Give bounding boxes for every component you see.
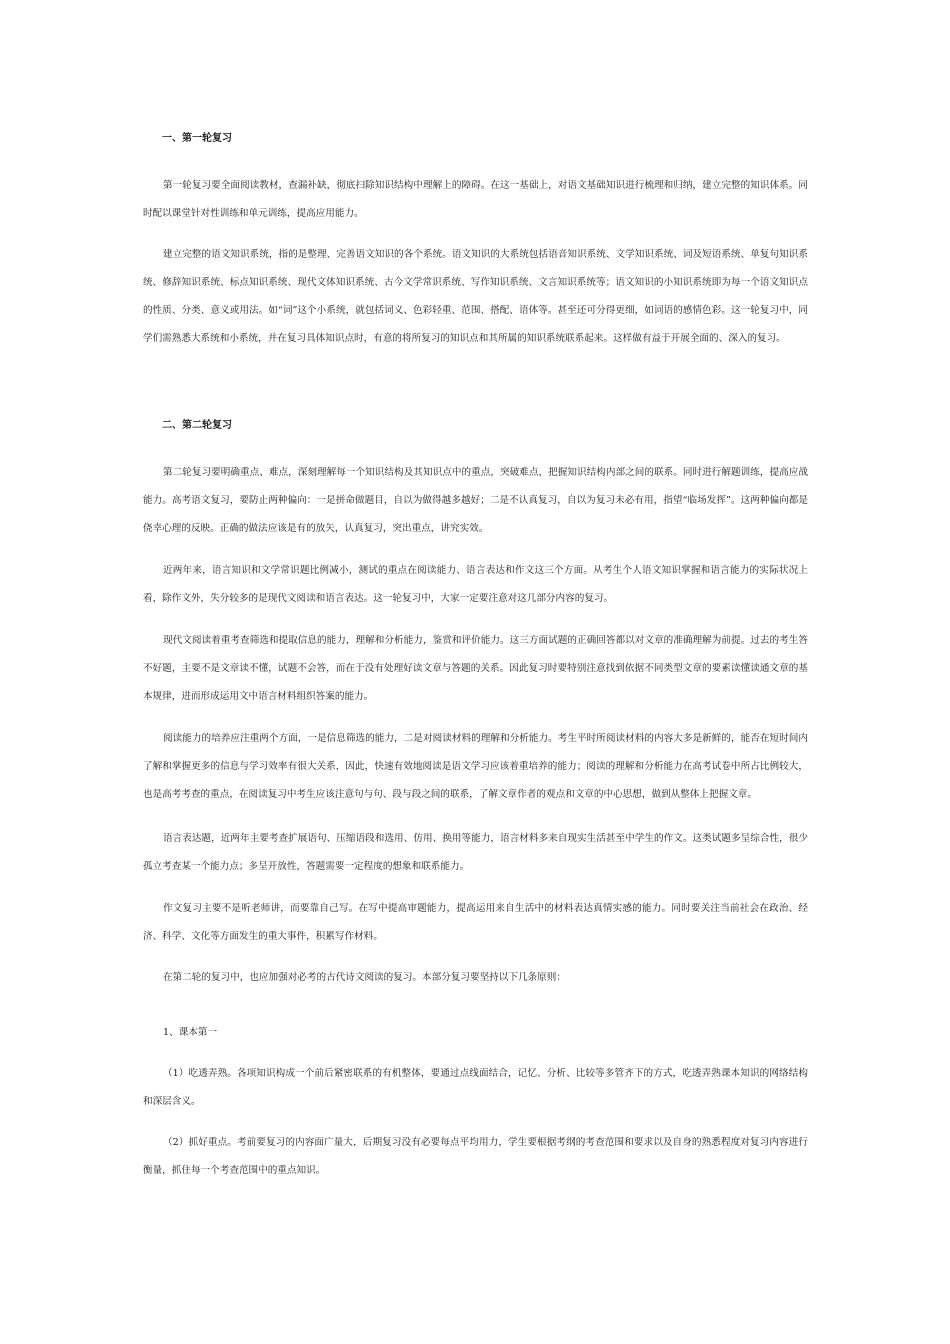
section-2-paragraph-7: 在第二轮的复习中，也应加强对必考的古代诗文阅读的复习。本部分复习要坚持以下几条原则： [163, 972, 566, 983]
section-2-paragraph-1: 第二轮复习要明确重点、难点，深刻理解每一个知识结构及其知识点中的重点，突破难点，把握知识结构内部之间的联系。同时进行解题训练，提高应战能力。高考语文复习，要防止两种偏向：一是拼命做题目，自以为做得越多越好；二是不认真复习，自以为复习未必有用，指望“临场发挥”。这两种偏向都是侥幸心理的反映。正确的做法应该是有的放矢，认真复习，突出重点，讲究实效。 [143, 467, 808, 534]
section-1-heading: 一、第一轮复习 [162, 133, 232, 144]
section-1-paragraph-1: 第一轮复习要全面阅读教材，查漏补缺，彻底扫除知识结构中理解上的障碍。在这一基础上，对语文基础知识进行梳理和归纳，建立完整的知识体系。同时配以课堂针对性训练和单元训练，提高应用能力。 [143, 180, 808, 219]
section-2-paragraph-2: 近两年来，语言知识和文学常识题比例减小，测试的重点在阅读能力、语言表达和作文这三个方面。从考生个人语文知识掌握和语言能力的实际状况上看，除作文外，失分较多的是现代文阅读和语言表达。这一轮复习中，大家一定要注意对这几部分内容的复习。 [143, 565, 808, 604]
section-2-point-2: （2）抓好重点。考前要复习的内容面广量大，后期复习没有必要每点平均用力，学生要根据考纲的考查范围和要求以及自身的熟悉程度对复习内容进行衡量，抓住每一个考查范围中的重点知识。 [143, 1137, 808, 1176]
section-2-paragraph-3: 现代文阅读着重考查筛选和提取信息的能力，理解和分析能力，鉴赏和评价能力。这三方面试题的正确回答都以对文章的准确理解为前提。过去的考生答不好题，主要不是文章读不懂，试题不会答，而在于没有处理好读文章与答题的关系。因此复习时要特别注意找到依据不同类型文章的要素读懂读通文章的基本规律，进而形成运用文中语言材料组织答案的能力。 [143, 635, 808, 702]
section-2-subheading-textbook-first: 1、课本第一 [163, 1027, 218, 1038]
section-2-paragraph-5: 语言表达题，近两年主要考查扩展语句、压缩语段和选用、仿用、换用等能力，语言材料多来自现实生活甚至中学生的作文。这类试题多呈综合性，很少孤立考查某一个能力点；多呈开放性，答题需要一定程度的想象和联系能力。 [143, 833, 808, 872]
section-1-paragraph-2: 建立完整的语文知识系统，指的是整理、完善语文知识的各个系统。语文知识的大系统包括语音知识系统、文学知识系统、词及短语系统、单复句知识系统、修辞知识系统、标点知识系统、现代文体知识系统、古今文学常识系统、写作知识系统、文言知识系统等；语文知识的小知识系统即为每一个语文知识点的性质、分类、意义或用法。如“词”这个小系统，就包括词义、色彩轻重、范围、搭配、语体等。甚至还可分得更细，如词语的感情色彩。这一轮复习中，同学们需熟悉大系统和小系统，并在复习具体知识点时，有意的将所复习的知识点和其所属的知识系统联系起来。这样做有益于开展全面的、深入的复习。 [143, 249, 808, 344]
section-2-heading: 二、第二轮复习 [162, 420, 232, 431]
section-2-paragraph-4: 阅读能力的培养应注重两个方面，一是信息筛选的能力，二是对阅读材料的理解和分析能力。考生平时所阅读材料的内容大多是新鲜的，能否在短时间内了解和掌握更多的信息与学习效率有很大关系，因此，快速有效地阅读是语文学习应该着重培养的能力；阅读的理解和分析能力在高考试卷中所占比例较大，也是高考考查的重点，在阅读复习中考生应该注意句与句、段与段之间的联系，了解文章作者的观点和文章的中心思想，做到从整体上把握文章。 [143, 733, 808, 800]
section-2-paragraph-6: 作文复习主要不是听老师讲，而要靠自己写。在写中提高审题能力，提高运用来自生活中的材料表达真情实感的能力。同时要关注当前社会在政治、经济、科学、文化等方面发生的重大事件，积累写作材料。 [143, 903, 808, 942]
section-2-point-1: （1）吃透弄熟。各项知识构成一个前后紧密联系的有机整体，要通过点线面结合，记忆、分析、比较等多管齐下的方式，吃透弄熟课本知识的网络结构和深层含义。 [143, 1068, 808, 1107]
